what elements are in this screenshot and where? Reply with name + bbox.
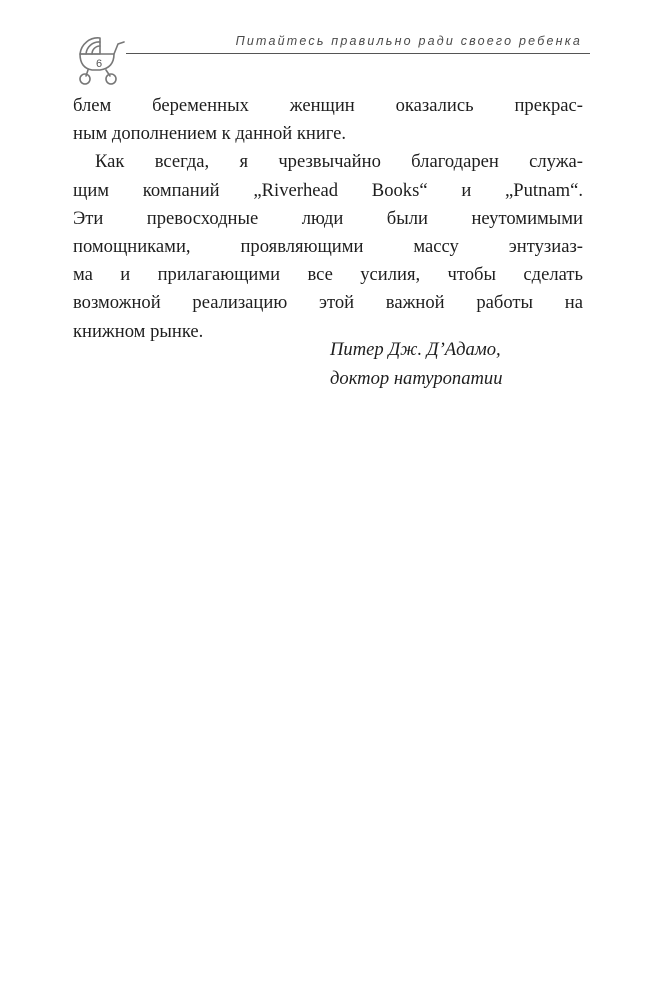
body-text: [73, 92, 583, 346]
text-line: ма и прилагающими все усилия, чтобы сделать: [73, 264, 583, 286]
text-line: ным дополнением к данной книге.: [73, 123, 347, 145]
header-rule: [126, 53, 590, 54]
text-line: помощниками, проявляющими массу энтузиаз-: [73, 235, 583, 257]
signature-title: доктор натуропатии: [330, 367, 503, 389]
page-header: [70, 28, 590, 88]
signature: [330, 336, 503, 393]
text-line: книжном рынке.: [73, 320, 204, 342]
running-title: Питайтесь правильно ради своего ребенка: [235, 34, 582, 48]
text-line: Эти превосходные люди были неутомимыми: [73, 207, 583, 229]
text-line: возможной реализацию этой важной работы на: [73, 292, 583, 314]
text-line: блем беременных женщин оказались прекрас-: [73, 95, 583, 116]
page-number: 6: [95, 58, 103, 70]
text-line: щим компаний „Riverhead Books“ и „Putnam“.: [73, 179, 583, 201]
signature-name: Питер Дж. Д’Адамо,: [330, 339, 501, 360]
text-line: Как всегда, я чрезвычайно благодарен служа-: [95, 151, 583, 173]
